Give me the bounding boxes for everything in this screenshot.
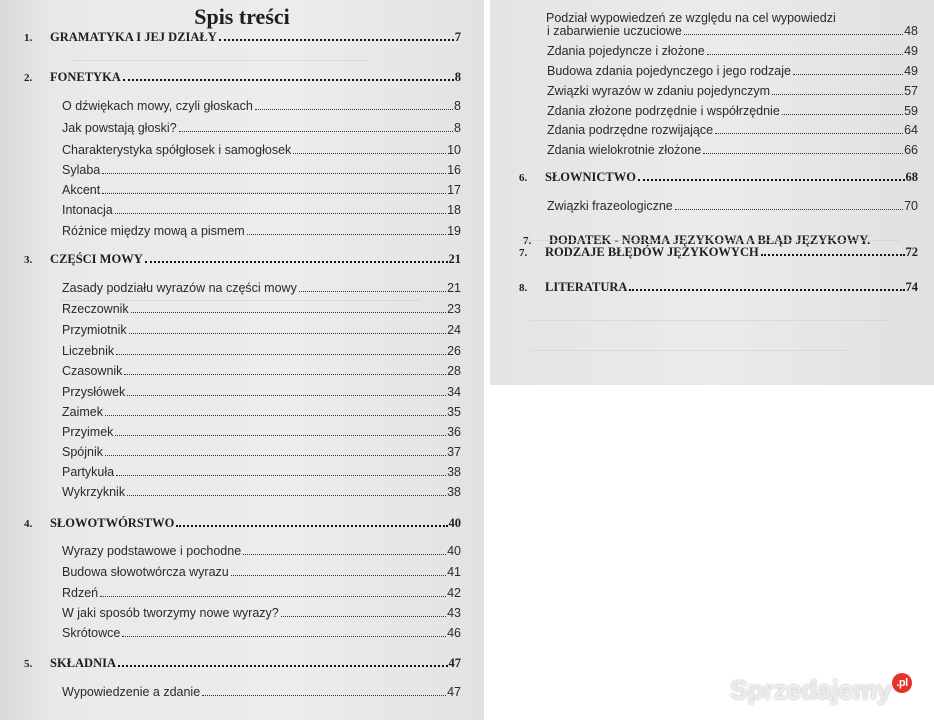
toc-entry-label: O dźwiękach mowy, czyli głoskach	[62, 99, 253, 113]
toc-page-number: 64	[904, 123, 918, 137]
toc-entry-wrapped-first-line: Podział wypowiedzeń ze względu na cel wypowiedzi	[546, 11, 836, 25]
toc-page-number: 17	[447, 183, 461, 197]
toc-dot-leader	[247, 234, 446, 235]
toc-entry-label: Zaimek	[62, 405, 103, 419]
toc-dot-leader	[145, 261, 448, 263]
toc-entry-label: Przyimek	[62, 425, 114, 439]
toc-entry-label: i zabarwienie uczuciowe	[547, 24, 682, 38]
toc-chapter-entry	[24, 30, 461, 45]
toc-page-number: 47	[447, 685, 461, 699]
toc-entry-label: Charakterystyka spółgłosek i samogłosek	[62, 143, 292, 157]
toc-entry-label: Różnice między mową a pismem	[62, 224, 245, 238]
toc-entry-label: Rdzeń	[62, 586, 99, 600]
toc-page-number: 41	[447, 565, 461, 579]
toc-section-entry	[62, 685, 461, 699]
toc-entry-label: Związki frazeologiczne	[547, 199, 673, 213]
toc-entry-label: LITERATURA	[545, 280, 628, 294]
toc-dot-leader	[299, 291, 446, 292]
toc-section-entry	[547, 104, 918, 118]
toc-entry-label: Zdania wielokrotnie złożone	[547, 143, 702, 157]
toc-entry-label: Zdania podrzędne rozwijające	[547, 123, 714, 137]
toc-dot-leader	[105, 415, 446, 416]
toc-chapter-number: 5.	[24, 658, 33, 670]
toc-dot-leader	[102, 173, 446, 174]
toc-dot-leader	[176, 525, 447, 527]
toc-entry-label: Zasady podziału wyrazów na części mowy	[62, 281, 297, 295]
toc-dot-leader	[105, 455, 446, 456]
toc-chapter-entry	[24, 70, 461, 85]
toc-entry-label: FONETYKA	[50, 70, 121, 84]
toc-section-entry	[62, 405, 461, 419]
toc-dot-leader	[255, 109, 453, 110]
toc-chapter-entry	[24, 656, 461, 671]
toc-chapter-number: 1.	[24, 32, 33, 44]
toc-dot-leader	[715, 133, 903, 134]
toc-dot-leader	[127, 495, 446, 496]
toc-entry-label: Przymiotnik	[62, 323, 127, 337]
toc-section-entry	[62, 606, 461, 620]
toc-page-number: 49	[904, 44, 918, 58]
toc-dot-leader	[115, 435, 446, 436]
toc-page-number: 47	[448, 656, 461, 670]
toc-entry-label: GRAMATYKA I JEJ DZIAŁY	[50, 30, 217, 44]
toc-entry-label: Budowa słowotwórcza wyrazu	[62, 565, 229, 579]
toc-chapter-number: 7.	[519, 247, 528, 259]
toc-entry-label: Rzeczownik	[62, 302, 129, 316]
toc-page-number: 24	[447, 323, 461, 337]
toc-dot-leader	[179, 131, 453, 132]
toc-entry-label: Przysłówek	[62, 385, 126, 399]
bleed-through-line	[530, 350, 850, 351]
toc-page-number: 7	[454, 30, 461, 44]
toc-page-number: 8	[454, 121, 461, 135]
toc-dot-leader	[115, 213, 446, 214]
toc-dot-leader	[116, 354, 446, 355]
toc-page-number: 38	[447, 465, 461, 479]
toc-entry-label: SKŁADNIA	[50, 656, 116, 670]
toc-dot-leader	[116, 475, 446, 476]
watermark-text: Sprzedajemy	[729, 675, 891, 705]
toc-page-number: 38	[447, 485, 461, 499]
toc-page-number: 8	[454, 70, 461, 84]
toc-entry-label: Czasownik	[62, 364, 123, 378]
toc-section-entry	[62, 302, 461, 316]
toc-page-number: 68	[905, 170, 918, 184]
toc-section-entry	[62, 99, 461, 113]
toc-section-entry	[62, 626, 461, 640]
toc-page-number: 42	[447, 586, 461, 600]
bleed-through-line	[530, 320, 890, 321]
toc-section-entry	[62, 143, 461, 157]
toc-section-entry	[547, 84, 918, 98]
toc-section-entry	[547, 143, 918, 157]
toc-section-entry	[62, 281, 461, 295]
toc-dot-leader	[123, 79, 454, 81]
toc-page-number: 10	[447, 143, 461, 157]
toc-page-number: 21	[448, 252, 461, 266]
toc-section-entry	[62, 224, 461, 238]
toc-dot-leader	[118, 665, 448, 667]
toc-section-entry	[62, 323, 461, 337]
bleed-through-line	[520, 240, 900, 241]
toc-section-entry	[62, 586, 461, 600]
toc-entry-label: W jaki sposób tworzymy nowe wyrazy?	[62, 606, 279, 620]
toc-dot-leader	[793, 74, 903, 75]
toc-section-entry	[62, 445, 461, 459]
toc-entry-label: Wykrzyknik	[62, 485, 126, 499]
toc-page-number: 34	[447, 385, 461, 399]
toc-dot-leader	[102, 193, 446, 194]
toc-page-number: 59	[904, 104, 918, 118]
toc-page-number: 40	[448, 516, 461, 530]
toc-section-entry	[62, 385, 461, 399]
toc-dot-leader	[703, 153, 903, 154]
toc-dot-leader	[122, 636, 446, 637]
toc-page-number: 70	[904, 199, 918, 213]
toc-section-entry	[62, 183, 461, 197]
toc-dot-leader	[772, 94, 903, 95]
toc-page-number: 37	[447, 445, 461, 459]
toc-entry-label: Wyrazy podstawowe i pochodne	[62, 544, 242, 558]
toc-dot-leader	[202, 695, 446, 696]
toc-chapter-entry	[519, 280, 918, 295]
toc-dot-leader	[675, 209, 903, 210]
toc-dot-leader	[293, 153, 446, 154]
toc-dot-leader	[782, 114, 903, 115]
toc-dot-leader	[761, 254, 905, 256]
toc-page-number: 36	[447, 425, 461, 439]
toc-dot-leader	[129, 333, 447, 334]
toc-entry-label: Intonacja	[62, 203, 113, 217]
toc-page-number: 57	[904, 84, 918, 98]
page-title: Spis treści	[194, 4, 290, 29]
toc-page-number: 19	[447, 224, 461, 238]
toc-dot-leader	[684, 34, 903, 35]
toc-dot-leader	[219, 39, 454, 41]
toc-dot-leader	[131, 312, 446, 313]
toc-dot-leader	[707, 54, 903, 55]
toc-chapter-entry	[519, 170, 918, 185]
toc-section-entry	[547, 24, 918, 38]
toc-entry-label: Sylaba	[62, 163, 101, 177]
toc-entry-label: Wypowiedzenie a zdanie	[62, 685, 201, 699]
toc-entry-label: RODZAJE BŁĘDÓW JĘZYKOWYCH	[545, 245, 759, 259]
toc-chapter-7-first-line: 7. DODATEK - NORMA JĘZYKOWA A BŁĄD JĘZYKOWY.	[523, 233, 871, 247]
toc-chapter-7-first-line-text: DODATEK - NORMA JĘZYKOWA A BŁĄD JĘZYKOWY.	[549, 233, 871, 247]
toc-dot-leader	[638, 179, 905, 181]
toc-entry-label: SŁOWOTWÓRSTWO	[50, 516, 175, 530]
toc-entry-label: Budowa zdania pojedynczego i jego rodzaje	[547, 64, 791, 78]
toc-entry-label: Spójnik	[62, 445, 103, 459]
toc-chapter-number: 6.	[519, 172, 528, 184]
toc-page-number: 43	[447, 606, 461, 620]
toc-section-entry	[62, 425, 461, 439]
toc-page-number: 40	[447, 544, 461, 558]
toc-section-entry	[62, 565, 461, 579]
toc-page-number: 48	[904, 24, 918, 38]
toc-page-number: 21	[447, 281, 461, 295]
toc-section-entry	[547, 44, 918, 58]
watermark-badge: .pl	[892, 673, 912, 693]
toc-entry-label: Akcent	[62, 183, 101, 197]
toc-dot-leader	[629, 289, 904, 291]
right-page	[490, 0, 934, 385]
bleed-through-line	[70, 60, 370, 61]
toc-section-entry	[62, 344, 461, 358]
toc-page-number: 16	[447, 163, 461, 177]
toc-dot-leader	[243, 554, 446, 555]
toc-entry-label: Jak powstają głoski?	[62, 121, 177, 135]
toc-chapter-number: 2.	[24, 72, 33, 84]
toc-section-entry	[547, 199, 918, 213]
toc-entry-label: Związki wyrazów w zdaniu pojedynczym	[547, 84, 770, 98]
toc-section-entry	[62, 485, 461, 499]
toc-chapter-entry	[24, 516, 461, 531]
toc-dot-leader	[100, 596, 446, 597]
toc-dot-leader	[281, 616, 446, 617]
toc-chapter-number: 3.	[24, 254, 33, 266]
toc-section-entry	[62, 203, 461, 217]
toc-page-number: 35	[447, 405, 461, 419]
toc-section-entry	[62, 465, 461, 479]
toc-entry-label: Skrótowce	[62, 626, 121, 640]
toc-chapter-entry	[519, 245, 918, 260]
toc-page-number: 66	[904, 143, 918, 157]
toc-page-number: 46	[447, 626, 461, 640]
toc-entry-label: SŁOWNICTWO	[545, 170, 636, 184]
toc-entry-label: Liczebnik	[62, 344, 115, 358]
toc-section-entry	[547, 64, 918, 78]
sprzedajemy-watermark	[730, 675, 912, 706]
toc-page-number: 72	[905, 245, 918, 259]
toc-entry-label: Zdania złożone podrzędnie i współrzędnie	[547, 104, 780, 118]
toc-page-number: 74	[905, 280, 918, 294]
toc-page-number: 49	[904, 64, 918, 78]
toc-page-number: 8	[454, 99, 461, 113]
toc-entry-label: CZĘŚCI MOWY	[50, 252, 143, 266]
toc-chapter-number: 8.	[519, 282, 528, 294]
toc-page-number: 28	[447, 364, 461, 378]
toc-entry-label: Partykuła	[62, 465, 115, 479]
toc-page-number: 26	[447, 344, 461, 358]
toc-entry-label: Zdania pojedyncze i złożone	[547, 44, 705, 58]
toc-section-entry	[547, 123, 918, 137]
toc-section-entry	[62, 121, 461, 135]
toc-dot-leader	[124, 374, 446, 375]
toc-page-number: 23	[447, 302, 461, 316]
toc-section-entry	[62, 163, 461, 177]
toc-dot-leader	[127, 395, 446, 396]
toc-page-number: 18	[447, 203, 461, 217]
toc-chapter-entry	[24, 252, 461, 267]
toc-dot-leader	[231, 575, 446, 576]
toc-section-entry	[62, 364, 461, 378]
bleed-through-line	[60, 300, 420, 301]
toc-section-entry	[62, 544, 461, 558]
toc-chapter-number: 4.	[24, 518, 33, 530]
